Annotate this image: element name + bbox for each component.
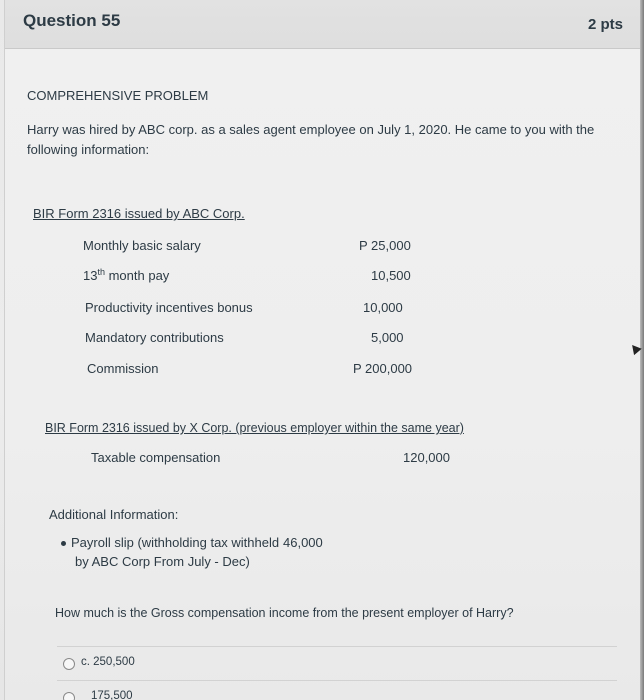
form-abc-row-label: Commission xyxy=(87,361,159,376)
additional-item-line2: by ABC Corp From July - Dec) xyxy=(75,554,250,569)
form-abc-row-value: P 25,000 xyxy=(359,238,411,253)
form-abc-row-label xyxy=(83,268,169,283)
options-divider xyxy=(57,680,617,681)
form-x-title: BIR Form 2316 issued by X Corp. (previous employer within the same year) xyxy=(45,421,464,435)
form-abc-row-label: Monthly basic salary xyxy=(83,238,201,253)
question-points: 2 pts xyxy=(587,16,623,33)
options-divider xyxy=(57,646,617,647)
problem-heading: COMPREHENSIVE PROBLEM xyxy=(27,88,209,103)
label-number: 13 xyxy=(83,268,98,283)
form-x-row-label: Taxable compensation xyxy=(91,450,221,465)
bullet-icon xyxy=(61,541,66,546)
option-label: c. 250,500 xyxy=(81,656,135,668)
problem-intro-line1: Harry was hired by ABC corp. as a sales agent employee on July 1, 2020. He came to you with the xyxy=(27,122,595,137)
form-abc-row-value: 5,000 xyxy=(371,330,404,345)
form-abc-title: BIR Form 2316 issued by ABC Corp. xyxy=(33,206,245,221)
form-abc-row-label: Mandatory contributions xyxy=(85,330,224,345)
question-card xyxy=(4,0,642,700)
form-abc-row-value: 10,500 xyxy=(371,268,411,283)
screen-edge xyxy=(640,0,644,700)
form-abc-row-value: 10,000 xyxy=(363,300,403,315)
form-abc-row-label: Productivity incentives bonus xyxy=(85,300,253,315)
option-label: 175,500 xyxy=(91,690,133,700)
label-superscript: th xyxy=(97,267,105,277)
additional-item-line1: Payroll slip (withholding tax withheld xyxy=(71,535,280,550)
additional-item-value: 46,000 xyxy=(283,535,323,550)
additional-heading: Additional Information: xyxy=(49,507,179,522)
question-prompt: How much is the Gross compensation income from the present employer of Harry? xyxy=(55,606,514,620)
radio-button-icon[interactable] xyxy=(63,658,75,670)
problem-intro-line2: following information: xyxy=(27,142,150,157)
question-header xyxy=(5,0,641,49)
radio-button-icon[interactable] xyxy=(63,692,75,700)
label-text: month pay xyxy=(104,268,170,283)
form-x-row-value: 120,000 xyxy=(403,450,450,465)
question-title: Question 55 xyxy=(23,11,121,30)
form-abc-row-value: P 200,000 xyxy=(353,361,413,376)
